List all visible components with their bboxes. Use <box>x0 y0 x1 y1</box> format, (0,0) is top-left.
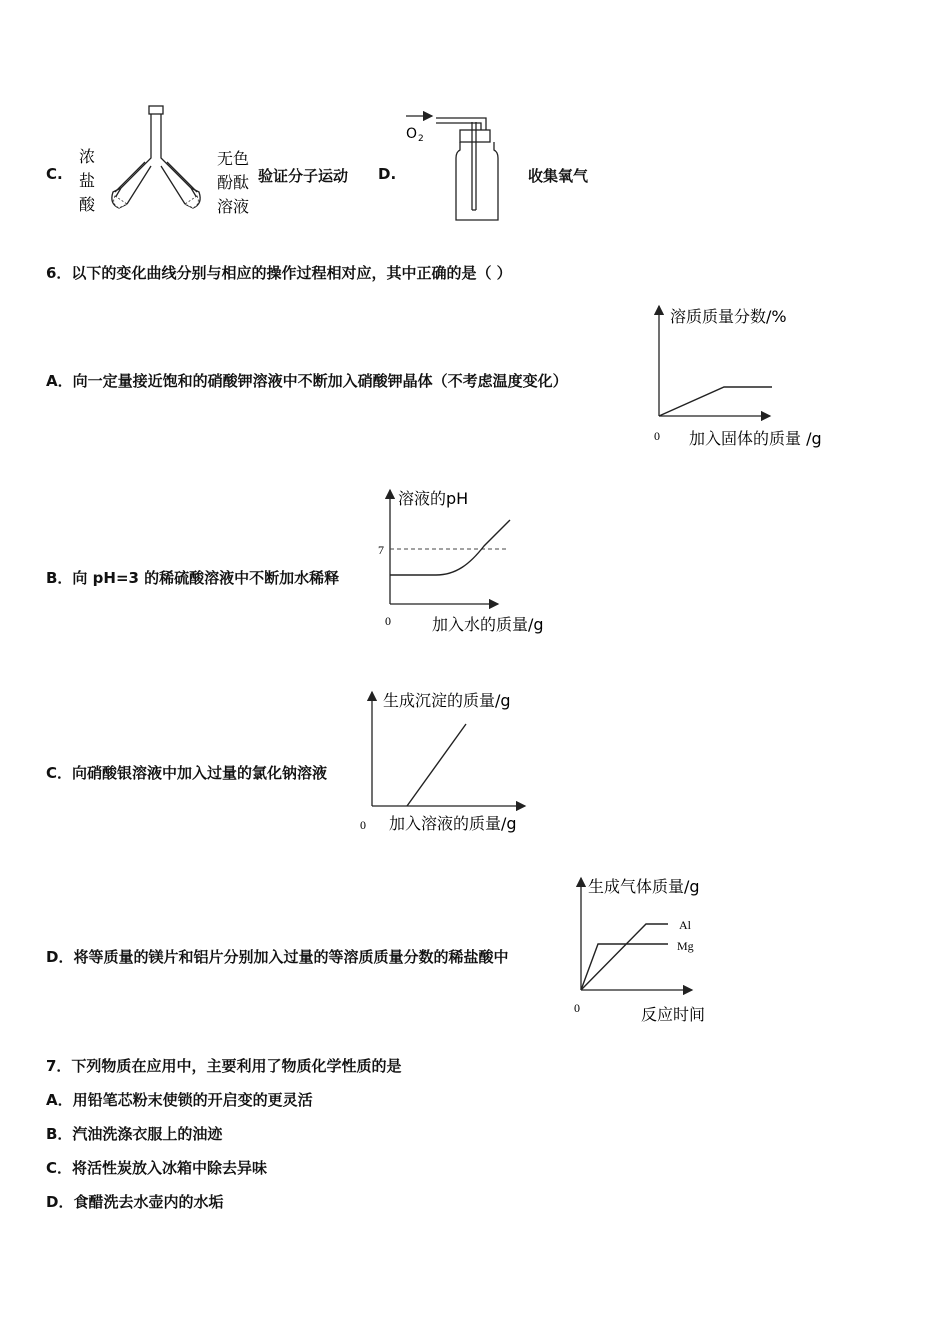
graph-c <box>355 686 555 841</box>
graph-d-xlabel: 反应时间 <box>641 1005 706 1024</box>
q7-option-d: D．食醋洗去水壶内的水垢 <box>46 1193 224 1211</box>
q6-option-a: A．向一定量接近饱和的硝酸钾溶液中不断加入硝酸钾晶体（不考虑温度变化） <box>46 372 568 390</box>
q6-option-b: B．向 pH=3 的稀硫酸溶液中不断加水稀释 <box>46 569 340 587</box>
graph-a-curve <box>659 387 772 416</box>
graph-d-al-curve <box>581 924 668 990</box>
q6-option-c: C．向硝酸银溶液中加入过量的氯化钠溶液 <box>46 764 328 782</box>
graph-a <box>648 300 848 450</box>
graph-a-origin: 0 <box>654 429 660 443</box>
q5-option-c-letter: C. <box>46 165 63 183</box>
graph-d-series-mg: Mg <box>677 939 694 953</box>
graph-c-ylabel: 生成沉淀的质量/g <box>383 691 511 710</box>
graph-c-curve <box>407 724 466 806</box>
y-tube-neck <box>121 114 191 188</box>
stopper <box>149 106 163 114</box>
graph-c-xlabel: 加入溶液的质量/g <box>389 814 517 833</box>
right-label-3: 溶液 <box>217 197 250 216</box>
graph-b-ylabel: 溶液的pH <box>398 489 469 508</box>
graph-a-xlabel: 加入固体的质量 /g <box>689 429 822 448</box>
q7-option-a: A．用铅笔芯粉末使锁的开启变的更灵活 <box>46 1091 313 1109</box>
graph-d-ylabel: 生成气体质量/g <box>588 877 700 896</box>
graph-d-origin: 0 <box>574 1001 580 1015</box>
q7-stem: 7．下列物质在应用中，主要利用了物质化学性质的是 <box>46 1057 402 1075</box>
q5-option-d-text: 收集氧气 <box>528 167 589 185</box>
graph-b-xlabel: 加入水的质量/g <box>432 615 544 634</box>
y-tube-apparatus <box>75 100 260 225</box>
q6-stem: 6．以下的变化曲线分别与相应的操作过程相对应，其中正确的是（ ） <box>46 264 512 282</box>
q5-option-d-letter: D. <box>378 165 397 183</box>
graph-b-origin: 0 <box>385 614 391 628</box>
left-label-2: 盐 <box>79 171 96 190</box>
graph-b <box>370 484 570 644</box>
left-label-3: 酸 <box>79 195 96 214</box>
graph-d <box>570 872 740 1032</box>
left-label-1: 浓 <box>79 147 96 166</box>
graph-b-curve <box>390 520 510 575</box>
graph-d-mg-curve <box>581 944 668 990</box>
gas-label: O <box>406 126 418 142</box>
q6-option-d: D．将等质量的镁片和铝片分别加入过量的等溶质质量分数的稀盐酸中 <box>46 948 509 966</box>
right-label-2: 酚酞 <box>217 173 250 192</box>
q7-option-b: B．汽油洗涤衣服上的油迹 <box>46 1125 223 1143</box>
q7-option-c: C．将活性炭放入冰箱中除去异味 <box>46 1159 268 1177</box>
gas-subscript: 2 <box>418 134 424 144</box>
graph-a-ylabel: 溶质质量分数/% <box>670 307 787 326</box>
gas-bottle-apparatus <box>400 106 510 226</box>
graph-d-series-al: Al <box>679 918 691 932</box>
q5-option-c-text: 验证分子运动 <box>258 167 349 185</box>
right-label-1: 无色 <box>217 149 250 168</box>
graph-b-ref-tick: 7 <box>378 543 384 557</box>
graph-c-origin: 0 <box>360 818 366 832</box>
